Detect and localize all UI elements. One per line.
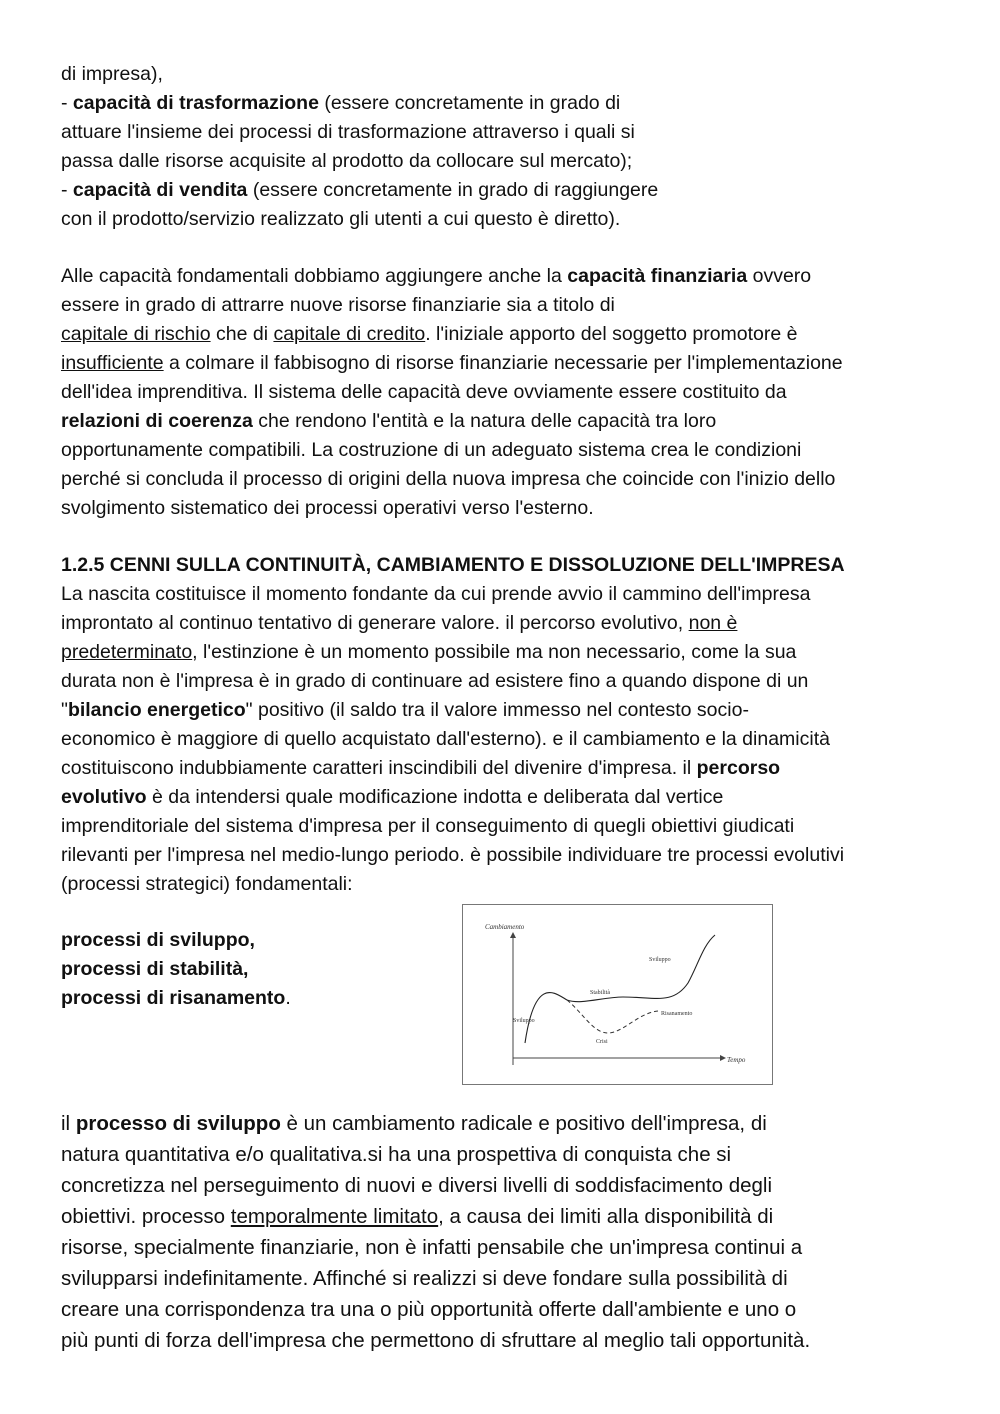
list-item: processi di stabilità, [61, 958, 249, 980]
text-run: è da intendersi quale modificazione indotta e deliberata dal vertice [146, 786, 724, 808]
text-run: obiettivi. processo [61, 1205, 231, 1228]
text-run: improntato al continuo tentativo di generare valore. il percorso evolutivo, [61, 612, 689, 634]
text-line: passa dalle risorse acquisite al prodotto da collocare sul mercato); [61, 150, 633, 172]
process-list [61, 926, 291, 1013]
text-line [61, 320, 951, 349]
label-stabilita: Stabilità [590, 990, 610, 996]
bold-term: evolutivo [61, 786, 147, 808]
text-run: a colmare il fabbisogno di risorse finanziarie necessarie per l'implementazione [163, 352, 843, 374]
paragraph-capacities [61, 60, 951, 234]
text-line: dell'idea imprenditiva. Il sistema delle capacità deve ovviamente essere costituito da [61, 381, 787, 403]
text-line [61, 89, 951, 118]
text-line: economico è maggiore di quello acquistato dall'esterno). e il cambiamento e la dinamicità [61, 728, 830, 750]
text-line [61, 609, 951, 638]
label-crisi: Crisi [596, 1039, 608, 1045]
diagram-svg [463, 905, 774, 1086]
text-run: (essere concretamente in grado di [318, 92, 621, 114]
text-run: - [61, 92, 73, 114]
underlined-term: temporalmente limitato [230, 1205, 439, 1228]
text-line: risorse, specialmente finanziarie, non è infatti pensabile che un'impresa continui a [61, 1236, 803, 1259]
text-run: " positivo (il saldo tra il valore immesso nel contesto socio- [245, 699, 749, 721]
text-run: che rendono l'entità e la natura delle capacità tra loro [252, 410, 717, 432]
text-line: perché si concluda il processo di origini della nuova impresa che coincide con l'inizio dello [61, 468, 836, 490]
text-line [61, 696, 951, 725]
text-line: con il prodotto/servizio realizzato gli utenti a cui questo è diretto). [61, 208, 621, 230]
text-run: Alle capacità fondamentali dobbiamo aggiungere anche la [61, 265, 568, 287]
text-line: imprenditoriale del sistema d'impresa per il conseguimento di quegli obiettivi giudicati [61, 815, 795, 837]
text-line: natura quantitativa e/o qualitativa.si ha una prospettiva di conquista che si [61, 1143, 732, 1166]
text-run: è un cambiamento radicale e positivo dell'impresa, di [280, 1112, 767, 1135]
x-axis-label: Tempo [727, 1056, 746, 1064]
bold-term: capacità di vendita [72, 179, 248, 201]
text-run: il [61, 1112, 76, 1135]
text-line: durata non è l'impresa è in grado di continuare ad esistere fino a quando dispone di un [61, 670, 809, 692]
text-run: processi di risanamento [61, 987, 286, 1009]
underlined-term: capitale di credito [273, 323, 426, 345]
growth-curve [525, 935, 715, 1043]
text-line [61, 1108, 951, 1139]
paragraph-continuity [61, 580, 951, 899]
text-line [61, 754, 951, 783]
text-run: (essere concretamente in grado di raggiungere [247, 179, 659, 201]
text-run: costituiscono indubbiamente caratteri inscindibili del divenire d'impresa. il [61, 757, 697, 779]
text-run: . [285, 987, 291, 1009]
text-run: " [61, 699, 68, 721]
underlined-term: predeterminato [61, 641, 193, 663]
text-line: concretizza nel perseguimento di nuovi e diversi livelli di soddisfacimento degli [61, 1174, 773, 1197]
text-run: . l'iniziale apporto del soggetto promotore è [425, 323, 798, 345]
text-line: essere in grado di attrarre nuove risorse finanziarie sia a titolo di [61, 294, 615, 316]
text-run: , a causa dei limiti alla disponibilità di [438, 1205, 774, 1228]
bold-term: processo di sviluppo [75, 1112, 281, 1135]
text-line [61, 262, 951, 291]
text-line: creare una corrispondenza tra una o più opportunità offerte dall'ambiente e uno o [61, 1298, 797, 1321]
bold-term: relazioni di coerenza [61, 410, 253, 432]
text-line: svolgimento sistematico dei processi operativi verso l'esterno. [61, 497, 594, 519]
paragraph-development-process [61, 1108, 951, 1356]
paragraph-financial-capacity [61, 262, 951, 523]
text-run: , l'estinzione è un momento possibile ma non necessario, come la sua [192, 641, 797, 663]
text-line [61, 407, 951, 436]
section-heading: 1.2.5 CENNI SULLA CONTINUITÀ, CAMBIAMENTO E DISSOLUZIONE DELL'IMPRESA [61, 554, 845, 576]
label-sviluppo-left: Sviluppo [513, 1018, 535, 1024]
underlined-term: insufficiente [61, 352, 164, 374]
text-line: rilevanti per l'impresa nel medio-lungo periodo. è possibile individuare tre processi evolutivi [61, 844, 845, 866]
text-line: opportunamente compatibili. La costruzione di un adeguato sistema crea le condizioni [61, 439, 802, 461]
underlined-term: non è [688, 612, 738, 634]
bold-term: capacità di trasformazione [72, 92, 319, 114]
text-line [61, 176, 951, 205]
text-line: (processi strategici) fondamentali: [61, 873, 353, 895]
label-risanamento: Risanamento [661, 1011, 693, 1017]
label-sviluppo-top: Sviluppo [649, 957, 671, 963]
crisis-curve [567, 1000, 658, 1033]
text-line: attuare l'insieme dei processi di trasformazione attraverso i quali si [61, 121, 635, 143]
list-item: processi di sviluppo, [61, 929, 255, 951]
underlined-term: capitale di rischio [61, 323, 211, 345]
text-line [61, 783, 951, 812]
text-line [61, 349, 951, 378]
text-line [61, 638, 951, 667]
text-line: di impresa), [61, 63, 163, 85]
text-run: che di [210, 323, 274, 345]
text-line: più punti di forza dell'impresa che permettono di sfruttare al meglio tali opportunità. [61, 1329, 811, 1352]
text-run: ovvero [747, 265, 812, 287]
text-line: La nascita costituisce il momento fondante da cui prende avvio il cammino dell'impresa [61, 583, 811, 605]
bold-term: bilancio energetico [67, 699, 246, 721]
process-diagram [462, 904, 773, 1085]
text-line [61, 1201, 951, 1232]
bold-term: capacità finanziaria [567, 265, 748, 287]
bold-term: percorso [696, 757, 781, 779]
text-line: svilupparsi indefinitamente. Affinché si realizzi si deve fondare sulla possibilità di [61, 1267, 788, 1290]
y-axis-label: Cambiamento [485, 923, 525, 931]
text-run: - [61, 179, 73, 201]
list-item [61, 984, 291, 1013]
